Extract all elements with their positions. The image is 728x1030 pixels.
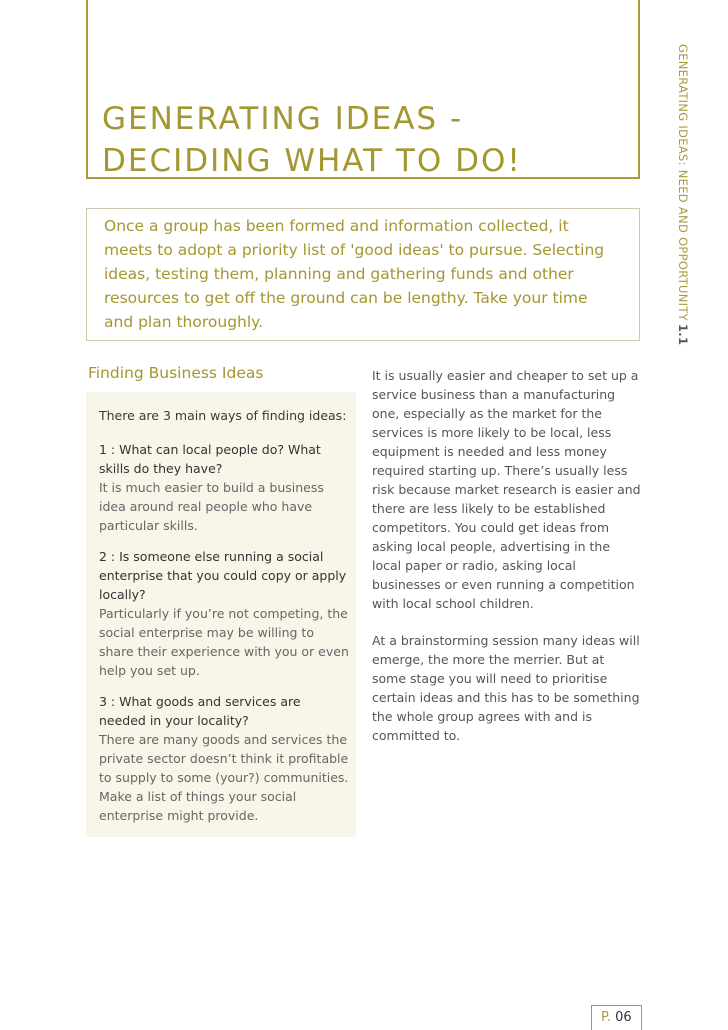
idea-question-3: 3 : What goods and services are needed in your locality?: [99, 694, 301, 728]
idea-item-2: [99, 547, 349, 680]
title-line-2: DECIDING WHAT TO DO!: [102, 143, 522, 179]
idea-item-1: [99, 440, 349, 535]
body-paragraph-2: At a brainstorming session many ideas will emerge, the more the merrier. But at some stage you will need to prioritise certain ideas and this has to be something the whole group agrees with and is committed to.: [372, 633, 640, 743]
intro-paragraph: Once a group has been formed and information collected, it meets to adopt a priority list of 'good ideas' to pursue. Selecting ideas, testing them, planning and gathering funds and other resources to get off the ground can be lengthy. Take your time and plan thoroughly.: [104, 217, 605, 331]
finding-ideas-heading: Finding Business Ideas: [88, 364, 264, 382]
sidebar-intro: There are 3 main ways of finding ideas:: [99, 408, 347, 423]
page-number-box: [591, 1005, 642, 1030]
idea-answer-1: It is much easier to build a business idea around real people who have particular skills.: [99, 480, 324, 533]
page-number: 06: [615, 1010, 632, 1025]
body-column: [372, 366, 642, 745]
page-prefix: P.: [601, 1010, 611, 1025]
body-paragraph-1: It is usually easier and cheaper to set up a service business than a manufacturing one, especially as the market for the services is more likely to be local, less equipment is needed and less money required starting up. There’s usually less risk because market research is easier and there are less likely to be established competitors. You could get ideas from asking local people, advertising in the local paper or radio, asking local businesses or even running a competition with local school children.: [372, 368, 641, 611]
idea-question-1: 1 : What can local people do? What skills do they have?: [99, 442, 321, 476]
side-label-number: 1.1: [676, 323, 690, 346]
side-section-label: [676, 44, 690, 344]
idea-answer-3: There are many goods and services the private sector doesn’t think it profitable to supply to some (your?) communities. Make a list of things your social enterprise might provide.: [99, 732, 349, 823]
side-label-text: GENERATING IDEAS: NEED AND OPPORTUNITY: [676, 44, 690, 321]
idea-item-3: [99, 692, 349, 825]
idea-question-2: 2 : Is someone else running a social enterprise that you could copy or apply locally?: [99, 549, 347, 602]
title-line-1: GENERATING IDEAS -: [102, 101, 464, 137]
idea-answer-2: Particularly if you’re not competing, the social enterprise may be willing to share their experience with you or even help you set up.: [99, 606, 349, 678]
page-title: [102, 98, 522, 182]
